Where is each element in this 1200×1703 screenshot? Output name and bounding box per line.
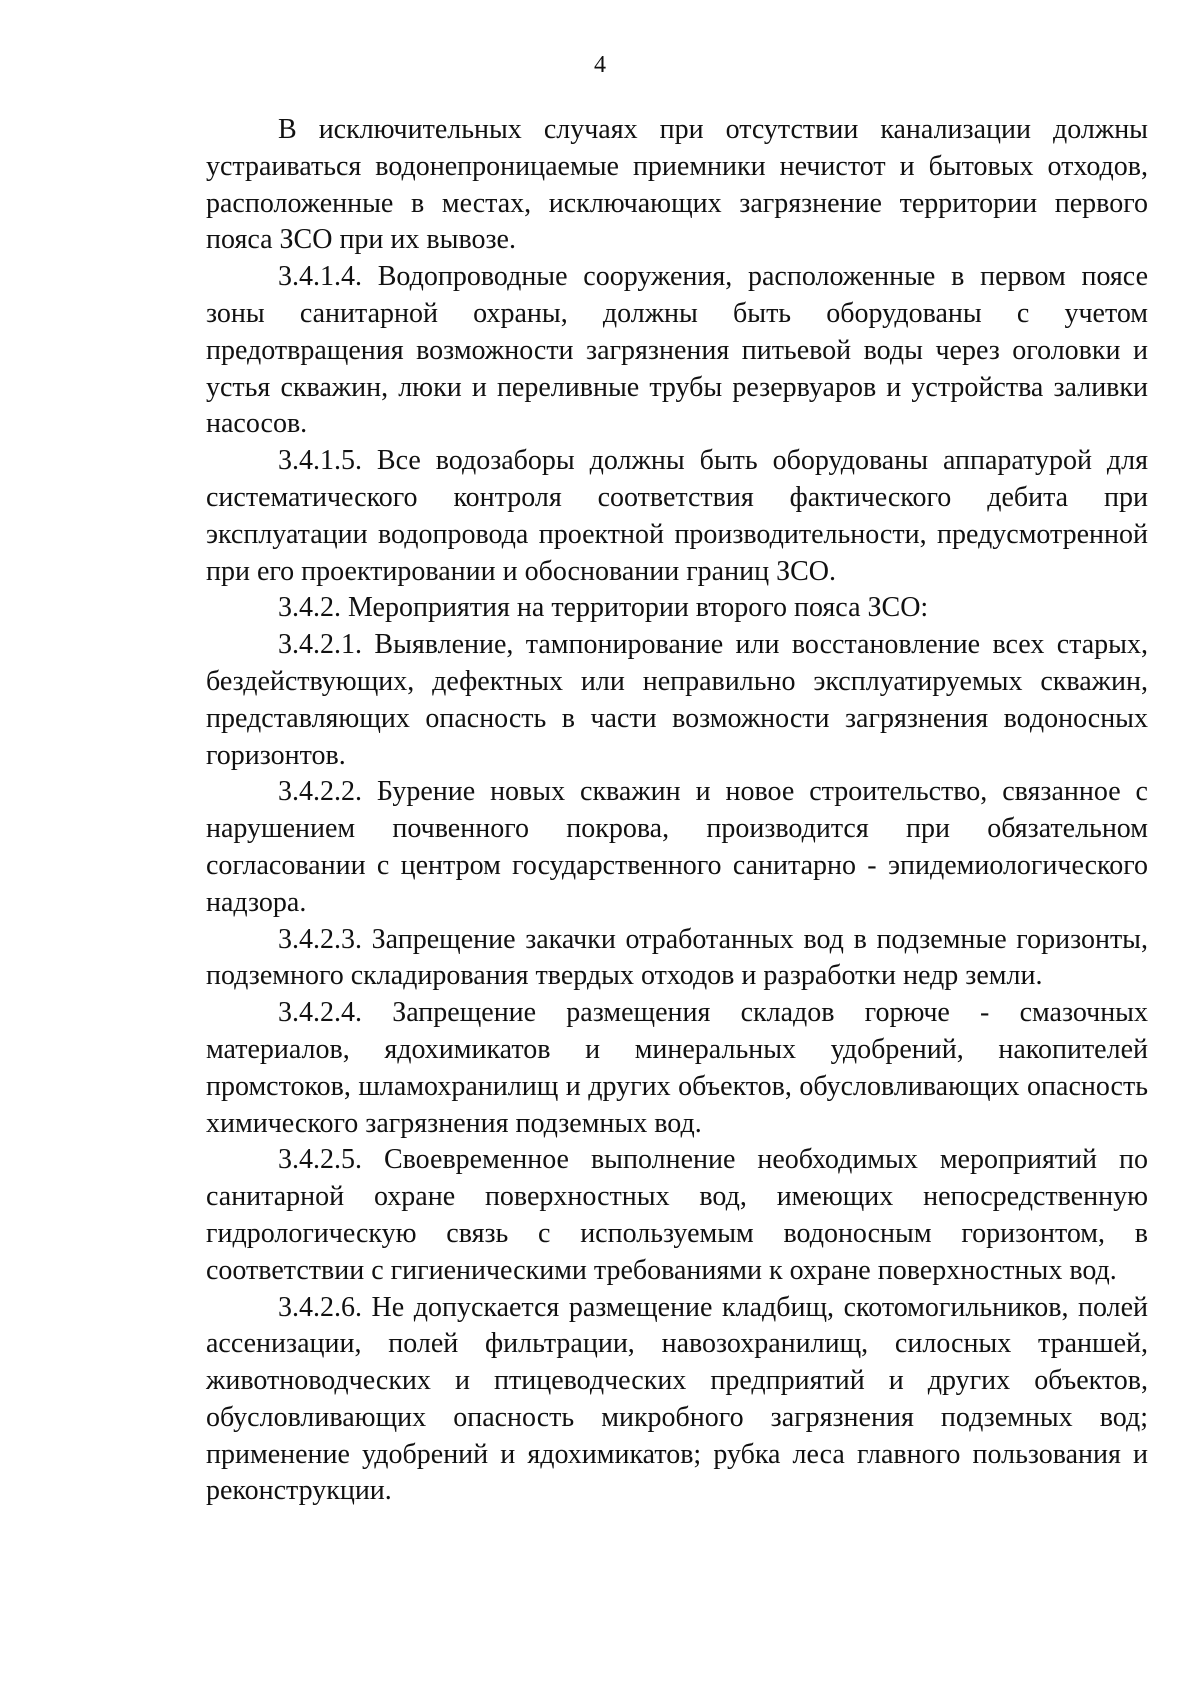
paragraph-3-4-2-4: 3.4.2.4. Запрещение размещения складов горюче - смазочных материалов, ядохимикатов и минеральных удобрений, накопителей промстоков, шламохранилищ и других объектов, обусловливающих опасность химического загрязнения подземных вод. [206, 997, 1148, 1139]
paragraph-3-4-2-heading: 3.4.2. Мероприятия на территории второго пояса ЗСО: [278, 592, 929, 624]
paragraph-3-4-2-2: 3.4.2.2. Бурение новых скважин и новое строительство, связанное с нарушением почвенного покрова, производится при обязательном согласовании с центром государственного санитарно - эпидемиологического надзора. [206, 776, 1148, 918]
paragraph-3-4-2-5: 3.4.2.5. Своевременное выполнение необходимых мероприятий по санитарной охране поверхностных вод, имеющих непосредственную гидрологическую связь с используемым водоносным горизонтом, в соответствии с гигиеническими требованиями к охране поверхностных вод. [206, 1144, 1148, 1286]
paragraph-3-4-1-5: 3.4.1.5. Все водозаборы должны быть оборудованы аппаратурой для систематического контроля соответствия фактического дебита при эксплуатации водопровода проектной производительности, предусмотренной при его проектировании и обосновании границ ЗСО. [206, 445, 1148, 587]
document-body [206, 112, 1148, 1510]
paragraph-3-4-2-3: 3.4.2.3. Запрещение закачки отработанных вод в подземные горизонты, подземного складирования твердых отходов и разработки недр земли. [206, 923, 1148, 992]
paragraph-3-4-2-6: 3.4.2.6. Не допускается размещение кладбищ, скотомогильников, полей ассенизации, полей фильтрации, навозохранилищ, силосных траншей, животноводческих и птицеводческих предприятий и других объектов, обусловливающих опасность микробного загрязнения подземных вод; применение удобрений и ядохимикатов; рубка леса главного пользования и реконструкции. [206, 1291, 1148, 1507]
paragraph-3-4-2-1: 3.4.2.1. Выявление, тампонирование или восстановление всех старых, бездействующих, дефектных или неправильно эксплуатируемых скважин, представляющих опасность в части возможности загрязнения водоносных горизонтов. [206, 629, 1148, 771]
paragraph-3-4-1-4: 3.4.1.4. Водопроводные сооружения, расположенные в первом поясе зоны санитарной охраны, должны быть оборудованы с учетом предотвращения возможности загрязнения питьевой воды через оголовки и устья скважин, люки и переливные трубы резервуаров и устройства заливки насосов. [206, 261, 1148, 440]
paragraph-sewage-receivers: В исключительных случаях при отсутствии канализации должны устраиваться водонепроницаемые приемники нечистот и бытовых отходов, расположенные в местах, исключающих загрязнение территории первого пояса ЗСО при их вывозе. [206, 114, 1148, 256]
page-number: 4 [594, 52, 606, 78]
